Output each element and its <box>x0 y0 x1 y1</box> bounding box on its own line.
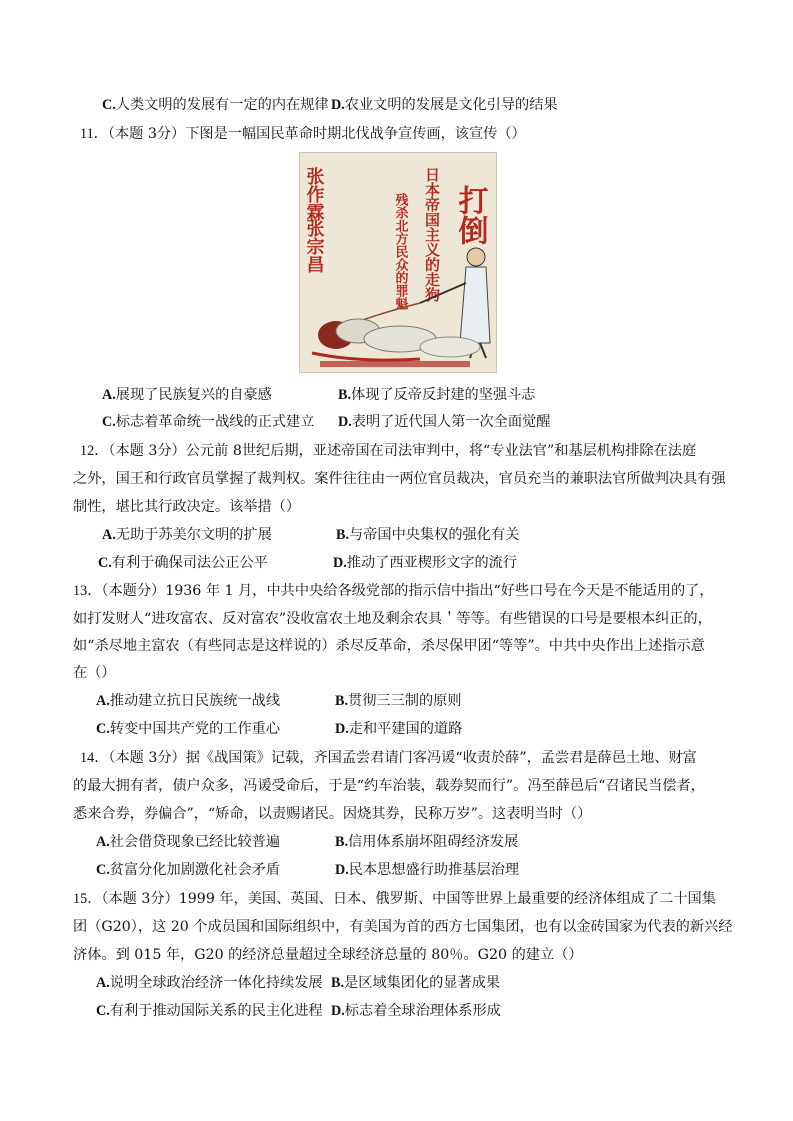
poster-col-3: 张宗昌 <box>303 219 325 273</box>
q14-option-d: D.民本思想盛行助推基层治理 <box>335 862 520 878</box>
q13-stem-line-3: 如“杀尽地主富农（有些同志是这样说的）杀尽反革命，杀尽保甲团“等等”。中共中央作出上述指示意 <box>73 638 705 654</box>
q15-stem-line-3: 济体。到 015 年，G20 的经济总量超过全球经济总量的 80％。G20 的建立（） <box>73 947 583 963</box>
q11-option-d: D.表明了近代国人第一次全面觉醒 <box>338 414 551 430</box>
poster-col-4: 残杀北方民众的罪魁 <box>392 193 408 310</box>
q14-option-b: B.信用体系崩坏阻碍经济发展 <box>335 834 519 850</box>
q15-option-b: B.是区域集团化的显著成果 <box>331 975 501 991</box>
q15-option-d: D.标志着全球治理体系形成 <box>331 1003 501 1019</box>
poster-col-1: 日本帝国主义的走狗 <box>423 167 441 302</box>
q13-stem-line-1: 13．（本题分）1936 年 1 月，中共中央给各级党部的指示信中指出“好些口号在今天是不能适用的了， <box>73 583 714 599</box>
q10-option-d: D.农业文明的发展是文化引导的结果 <box>331 97 558 113</box>
q11-option-b: B.体现了反帝反封建的坚强斗志 <box>338 387 536 403</box>
q11-propaganda-poster <box>299 152 497 373</box>
q12-option-d: D.推动了西亚楔形文字的流行 <box>333 555 518 571</box>
q14-option-a: A.社会借贷现象已经比较普遍 <box>96 834 281 850</box>
q13-option-d: D.走和平建国的道路 <box>335 721 463 737</box>
q13-option-a: A.推动建立抗日民族统一战线 <box>96 693 281 709</box>
q15-stem-line-2: 团（G20），这 20 个成员国和国际组织中，有美国为首的西方七国集团，也有以金砖国家为代表的新兴经 <box>73 919 733 935</box>
q12-stem-line-2: 之外，国王和行政官员掌握了裁判权。案件往往由一两位官员裁决，官员充当的兼职法官所做判决具有强 <box>73 471 726 487</box>
q15-option-a: A.说明全球政治经济一体化持续发展 <box>96 975 323 991</box>
q13-option-b: B.贯彻三三制的原则 <box>335 693 462 709</box>
q13-stem-line-2: 如打发财人“进攻富农、反对富农”没收富农土地及剩余农具＇等等。有些错误的口号是要根本纠正的， <box>73 611 712 627</box>
q12-stem-line-3: 制性，堪比其行政决定。该举措（） <box>73 499 301 515</box>
q12-stem-line-1: 12．（本题 3分）公元前 8世纪后期，亚述帝国在司法审判中，将“专业法官”和基层机构排除在法庭 <box>80 443 697 459</box>
q11-option-c: C.标志着革命统一战线的正式建立 <box>102 414 315 430</box>
q14-stem-line-2: 的最大拥有者，债户众多，冯谖受命后，于是“约车治装，载券契而行”。冯至薛邑后“召诸民当偿者， <box>73 778 705 794</box>
q14-option-c: C.贫富分化加剧激化社会矛盾 <box>96 862 281 878</box>
poster-col-2: 张作霖 <box>303 167 325 221</box>
q11-option-a: A.展现了民族复兴的自豪感 <box>102 387 272 403</box>
q15-stem-line-1: 15．（本题 3分）1999 年，美国、英国、日本、俄罗斯、中国等世界上最重要的经济体组成了二十国集 <box>73 891 716 907</box>
q12-option-b: B.与帝国中央集权的强化有关 <box>336 527 520 543</box>
poster-title-dadao: 打倒 <box>452 185 488 245</box>
q13-option-c: C.转变中国共产党的工作重心 <box>96 721 281 737</box>
q11-stem: 11．（本题 3分）下图是一幅国民革命时期北伐战争宣传画，该宣传（） <box>80 126 526 142</box>
q15-option-c: C.有利于推动国际关系的民主化进程 <box>96 1003 323 1019</box>
q13-stem-line-4: 在（） <box>73 665 116 681</box>
q14-stem-line-3: 悉来合券，券偏合”，“矫命，以责赐诸民。因烧其券，民称万岁”。这表明当时（） <box>73 806 592 822</box>
q12-option-c: C.有利于确保司法公正公平 <box>98 555 268 571</box>
q14-stem-line-1: 14．（本题 3分）据《战国策》记载，齐国孟尝君请门客冯谖“收责於薛”，孟尝君是薛邑土地、财富 <box>80 750 697 766</box>
q12-option-a: A.无助于苏美尔文明的扩展 <box>102 527 272 543</box>
q10-option-c: C.人类文明的发展有一定的内在规律 <box>102 97 329 113</box>
